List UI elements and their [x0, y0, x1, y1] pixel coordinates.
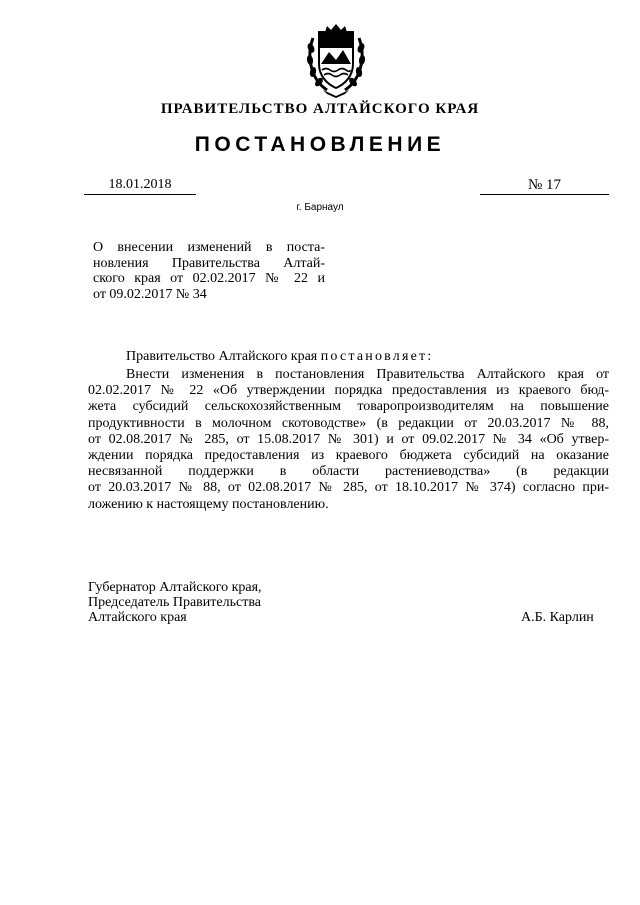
body-line: 02.02.2017 № 22 «Об утверждении порядка предоставления из краевого бюд-	[88, 383, 609, 399]
body-line: жета субсидий сельскохозяйственным товаропроизводителям на повышение	[88, 399, 609, 415]
subject-block	[93, 240, 325, 302]
document-type: ПОСТАНОВЛЕНИЕ	[194, 133, 446, 156]
organization-name: ПРАВИТЕЛЬСТВО АЛТАЙСКОГО КРАЯ	[160, 101, 480, 117]
preamble-text: Правительство Алтайского края	[126, 349, 318, 364]
document-date: 18.01.2018	[84, 176, 196, 195]
subject-line: О внесении изменений в поста-	[93, 240, 325, 255]
body-line: от 02.08.2017 № 285, от 15.08.2017 № 301) и от 09.02.2017 № 34 «Об утвер-	[88, 431, 609, 447]
body-line: продуктивности в молочном скотоводстве» (в редакции от 20.03.2017 № 88,	[88, 415, 609, 431]
document-number	[480, 176, 609, 195]
body-line: несвязанной поддержки в области растениеводства» (в редакции	[88, 464, 609, 480]
decree-word: постановляет:	[320, 349, 434, 364]
signatory-position	[88, 580, 262, 625]
preamble	[126, 349, 433, 365]
body-line: от 20.03.2017 № 88, от 02.08.2017 № 285, от 18.10.2017 № 374) согласно при-	[88, 480, 609, 496]
coat-of-arms-icon	[305, 24, 367, 98]
body-text	[88, 367, 609, 513]
signatory-name: А.Б. Карлин	[521, 610, 594, 625]
signatory-position-line: Алтайского края	[88, 610, 187, 625]
subject-line: от 09.02.2017 № 34	[93, 286, 207, 302]
body-line: ложению к настоящему постановлению.	[88, 496, 329, 512]
body-line: Внести изменения в постановления Правительства Алтайского края от	[126, 367, 609, 382]
city: г. Барнаул	[296, 202, 344, 213]
document-number-text: № 17	[528, 177, 562, 193]
signatory-position-line: Губернатор Алтайского края,	[88, 580, 262, 595]
subject-line: новления Правительства Алтай-	[93, 255, 325, 271]
subject-line: ского края от 02.02.2017 № 22 и	[93, 271, 325, 286]
signatory-position-line: Председатель Правительства	[88, 595, 261, 610]
body-line: ждении порядка предоставления из краевого бюджета субсидий на оказание	[88, 448, 609, 464]
